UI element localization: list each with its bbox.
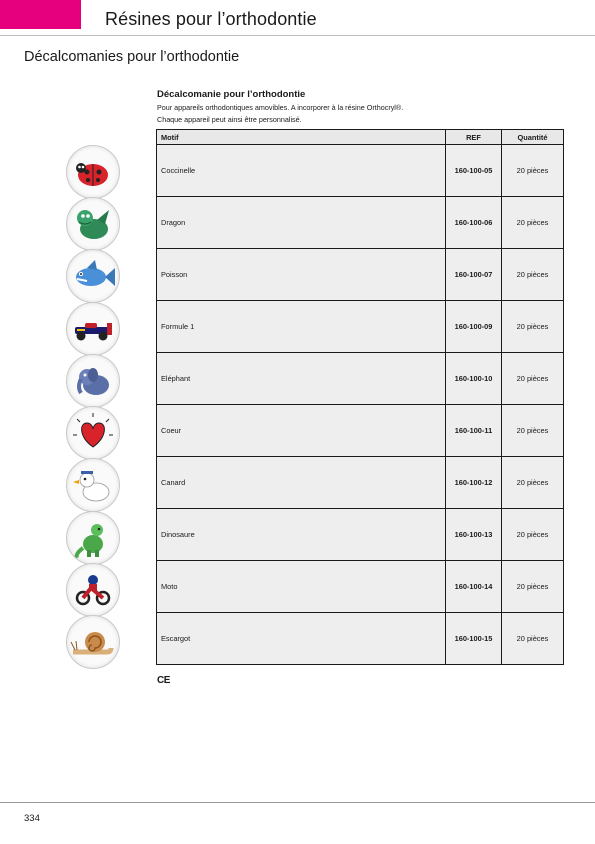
table-row: [157, 145, 564, 197]
ref-cell: 160-100-13: [446, 509, 502, 561]
ladybug-icon: [66, 145, 120, 199]
race-car-icon: [66, 302, 120, 356]
quantity-cell: 20 pièces: [502, 457, 564, 509]
page-header-title: Résines pour l’orthodontie: [105, 9, 317, 29]
table-row: [157, 249, 564, 301]
table-row: [157, 457, 564, 509]
product-title: Décalcomanie pour l’orthodontie: [157, 89, 306, 100]
motorcycle-icon: [66, 563, 120, 617]
page-number: 334: [24, 813, 40, 824]
table-row: [157, 509, 564, 561]
column-header-ref: REF: [446, 130, 502, 145]
motif-cell: Dinosaure: [157, 509, 446, 561]
quantity-cell: 20 pièces: [502, 405, 564, 457]
dinosaur-icon: [66, 511, 120, 565]
footer-divider: [0, 802, 595, 803]
heart-icon: [66, 406, 120, 460]
column-header-motif: Motif: [157, 130, 446, 145]
table-header-row: [157, 130, 564, 145]
quantity-cell: 20 pièces: [502, 197, 564, 249]
quantity-cell: 20 pièces: [502, 353, 564, 405]
motif-cell: Eléphant: [157, 353, 446, 405]
ref-cell: 160-100-07: [446, 249, 502, 301]
column-header-qty: Quantité: [502, 130, 564, 145]
table-row: [157, 613, 564, 665]
header-divider: [0, 35, 595, 36]
quantity-cell: 20 pièces: [502, 249, 564, 301]
ref-cell: 160-100-06: [446, 197, 502, 249]
ref-cell: 160-100-11: [446, 405, 502, 457]
motif-cell: Coeur: [157, 405, 446, 457]
duck-icon: [66, 458, 120, 512]
product-table: [156, 129, 564, 665]
ref-cell: 160-100-10: [446, 353, 502, 405]
quantity-cell: 20 pièces: [502, 613, 564, 665]
table-row: [157, 405, 564, 457]
table-row: [157, 353, 564, 405]
ref-cell: 160-100-05: [446, 145, 502, 197]
ref-cell: 160-100-15: [446, 613, 502, 665]
product-description-line-1: Pour appareils orthodontiques amovibles. A incorporer à la résine Orthocryl®.: [157, 103, 404, 112]
quantity-cell: 20 pièces: [502, 561, 564, 613]
table-row: [157, 561, 564, 613]
product-description-line-2: Chaque appareil peut ainsi être personnalisé.: [157, 115, 302, 124]
motif-cell: Escargot: [157, 613, 446, 665]
ref-cell: 160-100-14: [446, 561, 502, 613]
ref-cell: 160-100-12: [446, 457, 502, 509]
snail-icon: [66, 615, 120, 669]
quantity-cell: 20 pièces: [502, 509, 564, 561]
ce-mark: CE: [157, 675, 170, 686]
table-row: [157, 197, 564, 249]
ref-cell: 160-100-09: [446, 301, 502, 353]
motif-cell: Formule 1: [157, 301, 446, 353]
motif-cell: Moto: [157, 561, 446, 613]
section-subtitle: Décalcomanies pour l’orthodontie: [24, 49, 240, 65]
motif-cell: Poisson: [157, 249, 446, 301]
elephant-icon: [66, 354, 120, 408]
table-row: [157, 301, 564, 353]
dragon-icon: [66, 197, 120, 251]
motif-cell: Coccinelle: [157, 145, 446, 197]
motif-cell: Canard: [157, 457, 446, 509]
motif-cell: Dragon: [157, 197, 446, 249]
fish-icon: [66, 249, 120, 303]
header-accent-tab: [0, 0, 81, 29]
quantity-cell: 20 pièces: [502, 301, 564, 353]
quantity-cell: 20 pièces: [502, 145, 564, 197]
